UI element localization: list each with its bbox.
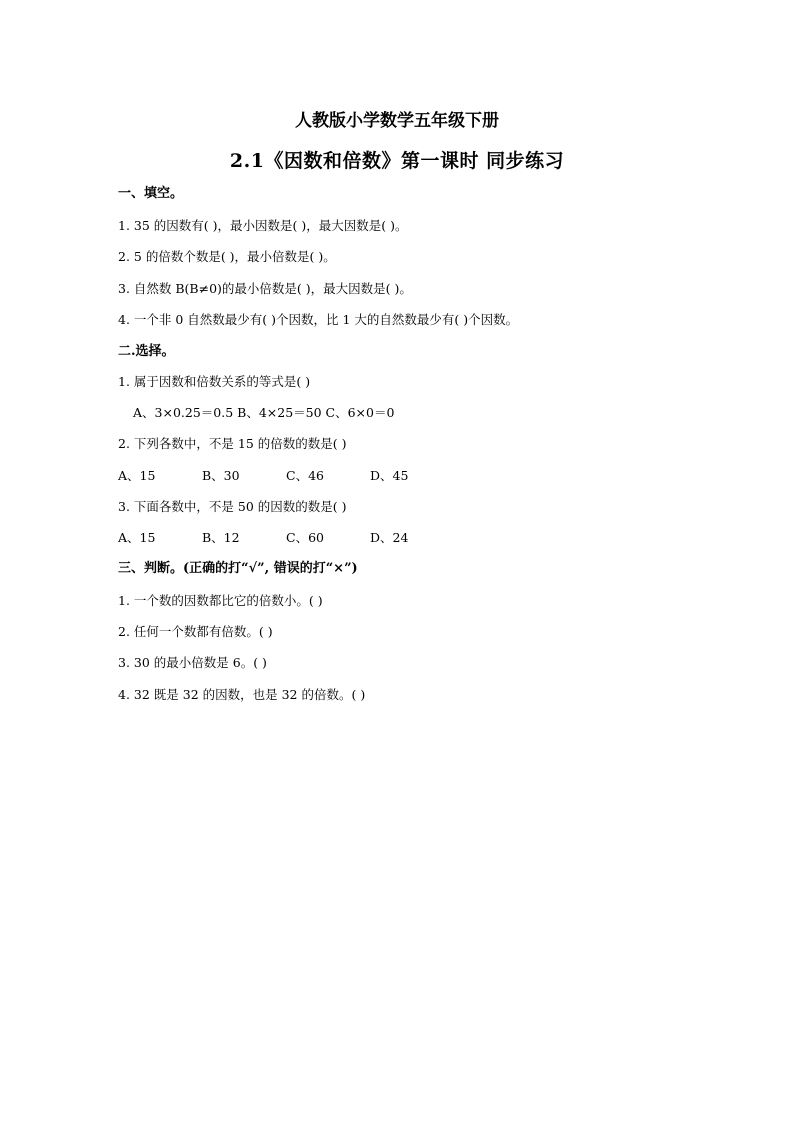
option-a: A、15	[118, 468, 156, 483]
true-false-question-4: 4. 32 既是 32 的因数，也是 32 的倍数。( )	[118, 687, 366, 702]
fill-in-question-1: 1. 35 的因数有( )，最小因数是( )，最大因数是( )。	[118, 218, 408, 233]
fill-in-question-2: 2. 5 的倍数个数是( )，最小倍数是( )。	[118, 249, 336, 264]
option-c: C、46	[286, 468, 324, 483]
document-subtitle: 2.1《因数和倍数》第一课时 同步练习	[229, 150, 565, 172]
choice-question-1: 1. 属于因数和倍数关系的等式是( )	[118, 374, 311, 389]
choice-question-1-options: A、3×0.25＝0.5 B、4×25＝50 C、6×0＝0	[133, 405, 395, 420]
choice-question-2: 2. 下列各数中，不是 15 的倍数的数是( )	[118, 436, 347, 451]
section-choice-heading: 二.选择。	[118, 344, 175, 359]
section-true-false-heading: 三、判断。(正确的打“√”, 错误的打“×”)	[118, 561, 358, 576]
true-false-question-1: 1. 一个数的因数都比它的倍数小。( )	[118, 593, 323, 608]
choice-question-3-options	[118, 530, 408, 546]
choice-question-2-options	[118, 468, 408, 484]
section-fill-in-heading: 一、填空。	[118, 186, 184, 201]
option-b: B、30	[202, 468, 240, 483]
fill-in-question-4: 4. 一个非 0 自然数最少有( )个因数，比 1 大的自然数最少有( )个因数。	[118, 312, 519, 327]
option-c: C、60	[286, 530, 324, 545]
option-d: D、24	[370, 530, 409, 545]
choice-question-3: 3. 下面各数中，不是 50 的因数的数是( )	[118, 499, 347, 514]
fill-in-question-3: 3. 自然数 B(B≠0)的最小倍数是( )，最大因数是( )。	[118, 281, 412, 296]
option-a: A、15	[118, 530, 156, 545]
option-d: D、45	[370, 468, 409, 483]
true-false-question-2: 2. 任何一个数都有倍数。( )	[118, 624, 273, 639]
true-false-question-3: 3. 30 的最小倍数是 6。( )	[118, 655, 267, 670]
document-title: 人教版小学数学五年级下册	[295, 111, 499, 131]
option-b: B、12	[202, 530, 240, 545]
